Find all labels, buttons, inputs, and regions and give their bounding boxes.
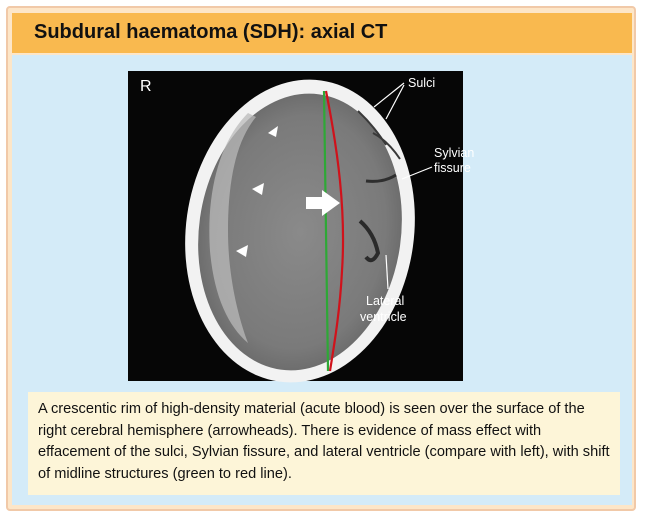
label-ventricle-2: ventricle [360, 310, 407, 324]
side-marker: R [140, 78, 152, 95]
label-sulci: Sulci [408, 76, 436, 90]
label-ventricle-1: Lateral [366, 294, 405, 308]
ct-scan-svg [128, 71, 475, 381]
label-sylvian-1: Sylvian [434, 146, 475, 160]
label-sylvian-2: fissure [434, 161, 471, 175]
figure-caption: A crescentic rim of high-density material (acute blood) is seen over the surface of the right cerebral hemisphere (arrowheads). There is evidence of mass effect with effacement of the sulci, Sylvian fissure, and lateral ventricle (compare with left), with shift of midline structures (green to red line). [38, 401, 610, 482]
ct-scan-image [128, 71, 475, 381]
figure-header [12, 13, 632, 53]
sulci-pointer-1 [374, 83, 404, 107]
figure-panel [12, 55, 632, 505]
caption-box [28, 392, 620, 495]
figure-title: Subdural haematoma (SDH): axial CT [34, 21, 388, 43]
